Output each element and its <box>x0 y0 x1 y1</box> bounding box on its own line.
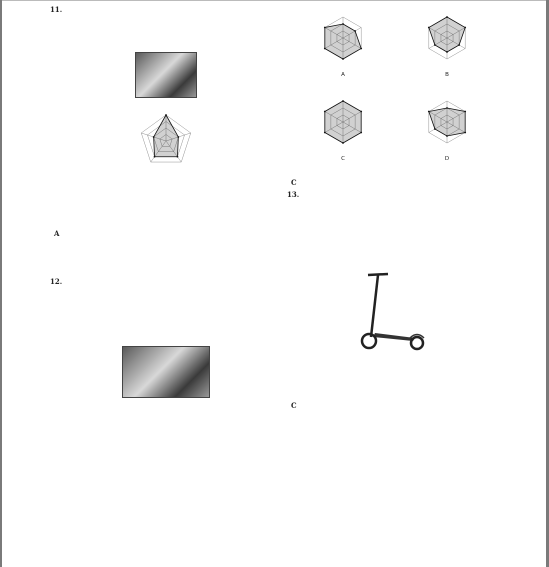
radar-option-a <box>324 17 362 78</box>
option-a <box>305 355 499 366</box>
question-stem-line <box>50 299 282 310</box>
radar-option-letter: D <box>444 156 450 162</box>
question-stem-line <box>287 245 499 256</box>
option-d <box>72 216 282 227</box>
option-b <box>305 366 499 377</box>
question-13 <box>287 189 499 267</box>
option-c <box>72 205 282 216</box>
scooter-handlebar <box>368 274 388 275</box>
radar-option-b <box>428 16 466 78</box>
question-stem-line <box>287 201 499 212</box>
question-stem-line <box>50 38 282 49</box>
analysis-line <box>50 251 282 262</box>
radar-value-point <box>177 156 179 158</box>
radar-value-polygon <box>429 17 465 52</box>
radar-value-point <box>165 114 167 116</box>
radar-option-letter: A <box>341 72 345 78</box>
option-c <box>305 377 499 388</box>
radar-value-point <box>446 16 448 18</box>
answer-13 <box>287 401 499 423</box>
option-d <box>305 388 499 399</box>
radar-value-point <box>342 142 344 144</box>
radar-value-point <box>458 44 460 46</box>
radar-value-point <box>464 111 466 113</box>
answer-11 <box>50 229 282 273</box>
question-stem-line <box>50 332 282 343</box>
analysis-line <box>50 262 282 273</box>
radar-value-point <box>434 128 436 130</box>
radar-value-point <box>360 132 362 134</box>
question-12 <box>50 276 282 343</box>
radar-chart-q11-plot <box>141 114 190 162</box>
radar-value-point <box>324 48 326 50</box>
scooter-rear-wheel <box>411 337 423 349</box>
radar-option-letter: C <box>341 156 345 162</box>
radar-value-point <box>434 44 436 46</box>
question-stem-line <box>50 321 282 332</box>
radar-option-c <box>324 100 362 162</box>
radar-value-point <box>324 27 326 29</box>
radar-value-point <box>354 30 356 32</box>
scooter-front-wheel <box>362 334 376 348</box>
question-stem-line <box>287 212 499 223</box>
question-stem-line <box>50 310 282 321</box>
food-test-photo <box>122 346 210 398</box>
question-stem-line <box>50 16 282 27</box>
analysis-line <box>287 412 499 423</box>
radar-value-point <box>342 58 344 60</box>
question-stem-line <box>50 27 282 38</box>
radar-value-point <box>360 111 362 113</box>
radar-value-point <box>324 111 326 113</box>
radar-value-point <box>428 111 430 113</box>
question-number: 12. <box>50 277 63 286</box>
question-13-options <box>305 355 499 399</box>
radar-value-point <box>177 136 179 138</box>
radar-value-point <box>154 156 156 158</box>
radar-value-point <box>360 48 362 50</box>
radar-charts-q12 <box>287 4 499 172</box>
left-column <box>50 4 282 401</box>
question-number: 11. <box>50 5 63 14</box>
question-stem-line <box>50 288 282 299</box>
radar-value-point <box>324 132 326 134</box>
answer-key: C <box>291 178 297 187</box>
radar-option-d <box>428 101 466 162</box>
radar-option-letter: B <box>445 72 449 78</box>
answer-key: C <box>291 401 297 410</box>
page-top-border <box>0 0 549 1</box>
answer-12 <box>287 178 499 189</box>
option-a <box>72 183 282 194</box>
page-left-border <box>0 0 2 567</box>
scooter-stem <box>371 275 378 337</box>
analysis-line <box>50 240 282 251</box>
radar-value-point <box>446 135 448 137</box>
scooter-image <box>287 267 499 351</box>
radar-value-polygon <box>325 24 361 59</box>
radar-chart-q11 <box>50 101 282 179</box>
question-stem-line <box>287 223 499 234</box>
radar-value-point <box>446 107 448 109</box>
scooter-deck <box>373 333 415 341</box>
charger-photo <box>135 52 197 98</box>
right-column <box>287 4 499 423</box>
option-b <box>72 194 282 205</box>
radar-value-polygon <box>429 108 465 136</box>
radar-value-point <box>428 27 430 29</box>
question-stem-line <box>287 234 499 245</box>
radar-value-point <box>342 100 344 102</box>
radar-value-point <box>464 27 466 29</box>
answer-key: A <box>54 229 60 238</box>
radar-value-point <box>153 136 155 138</box>
radar-value-polygon <box>325 101 361 143</box>
question-11 <box>50 4 282 49</box>
question-number: 13. <box>287 190 300 199</box>
radar-value-point <box>464 132 466 134</box>
radar-value-point <box>446 51 448 53</box>
question-stem-line <box>287 256 499 267</box>
radar-value-point <box>342 23 344 25</box>
question-11-options <box>72 183 282 227</box>
